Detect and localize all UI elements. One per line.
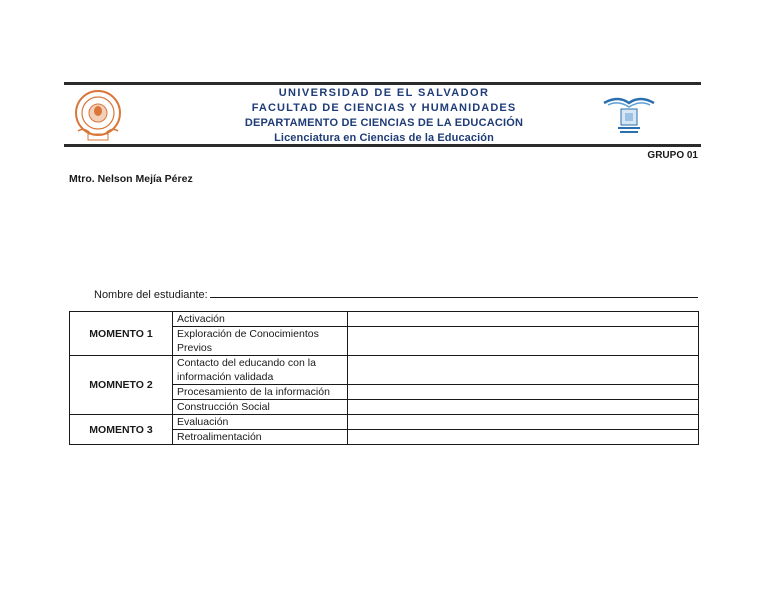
- moment-cell: MOMNETO 2: [70, 356, 173, 415]
- institution-header: [150, 86, 618, 146]
- student-name-blank-line[interactable]: [210, 287, 698, 298]
- activity-cell: Contacto del educando con la información validada: [173, 356, 348, 385]
- header-bottom-rule: [64, 144, 701, 147]
- answer-cell[interactable]: [348, 356, 699, 385]
- activity-cell: Exploración de Conocimientos Previos: [173, 327, 348, 356]
- moment-cell: MOMENTO 1: [70, 312, 173, 356]
- table-row: [70, 312, 699, 327]
- open-book-icon: [600, 89, 658, 137]
- table-row: [70, 415, 699, 430]
- answer-cell[interactable]: [348, 415, 699, 430]
- table-row: [70, 356, 699, 385]
- faculty-name: FACULTAD DE CIENCIAS Y HUMANIDADES: [251, 102, 517, 114]
- moments-table: [69, 311, 699, 445]
- answer-cell[interactable]: [348, 327, 699, 356]
- university-seal-icon: [70, 87, 126, 143]
- teacher-name: Mtro. Nelson Mejía Pérez: [69, 173, 193, 185]
- program-name: Licenciatura en Ciencias de la Educación: [274, 132, 494, 144]
- student-name-field: [94, 287, 698, 301]
- activity-cell: Procesamiento de la información: [173, 385, 348, 400]
- answer-cell[interactable]: [348, 312, 699, 327]
- university-name: UNIVERSIDAD DE EL SALVADOR: [278, 87, 490, 99]
- department-name: DEPARTAMENTO DE CIENCIAS DE LA EDUCACIÓN: [244, 117, 524, 129]
- header-top-rule: [64, 82, 701, 85]
- group-label: GRUPO 01: [647, 150, 698, 161]
- activity-cell: Activación: [173, 312, 348, 327]
- answer-cell[interactable]: [348, 430, 699, 445]
- moment-cell: MOMENTO 3: [70, 415, 173, 445]
- activity-cell: Construcción Social: [173, 400, 348, 415]
- activity-cell: Evaluación: [173, 415, 348, 430]
- answer-cell[interactable]: [348, 400, 699, 415]
- student-name-label: Nombre del estudiante:: [94, 289, 208, 301]
- activity-cell: Retroalimentación: [173, 430, 348, 445]
- answer-cell[interactable]: [348, 385, 699, 400]
